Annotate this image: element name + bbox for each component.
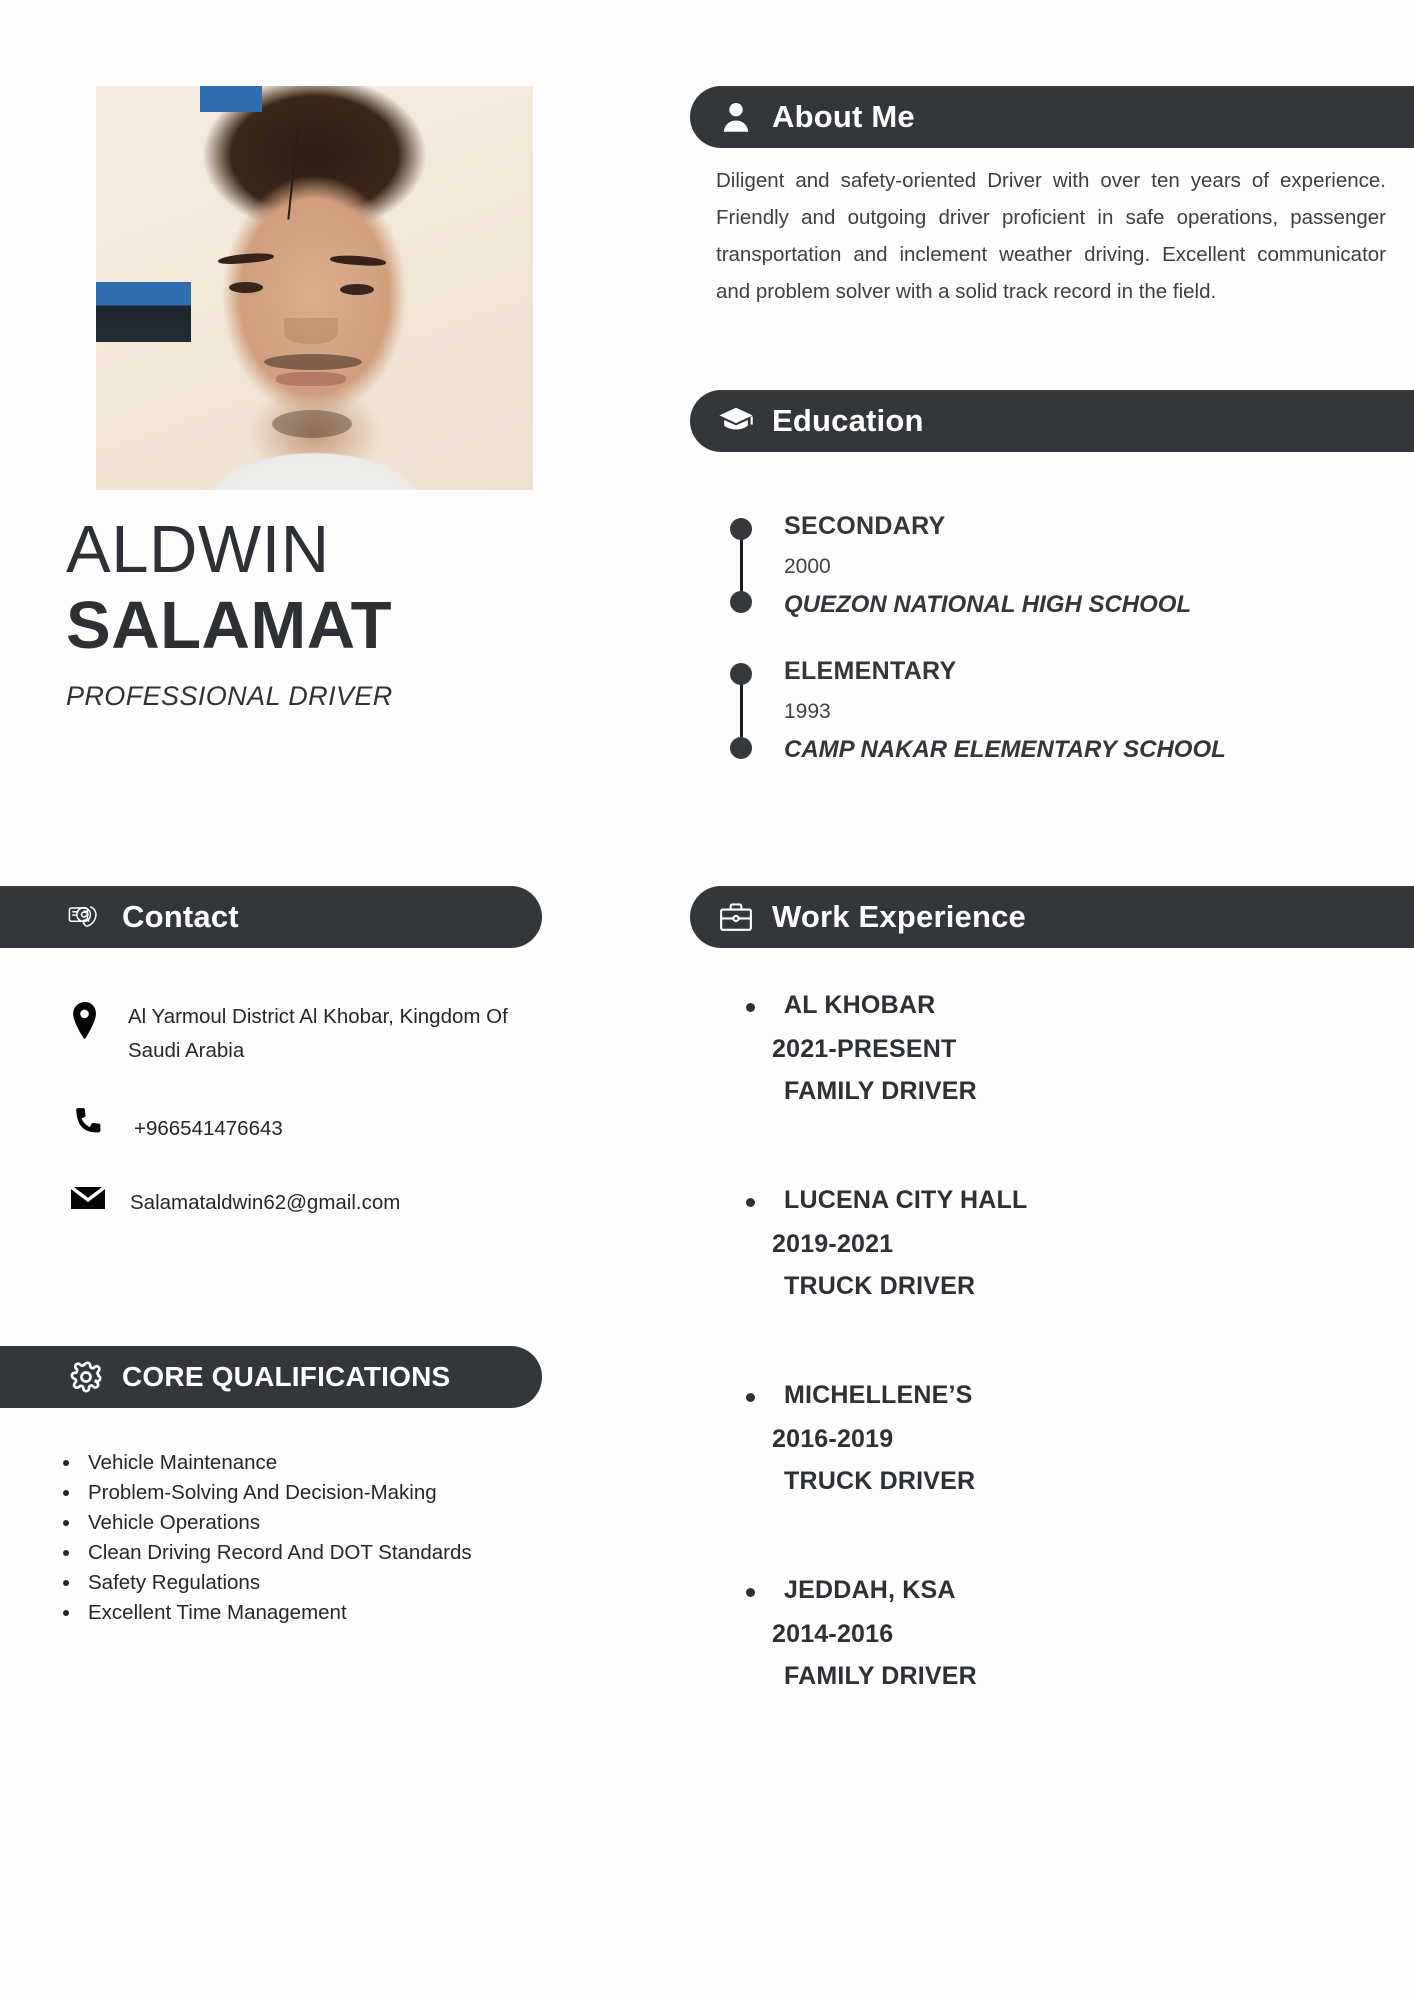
education-school: QUEZON NATIONAL HIGH SCHOOL bbox=[784, 590, 1192, 618]
about-text: Diligent and safety-oriented Driver with over ten years of experience. Friendly and outgoing driver proficient in safe operations, passenger transportation and inclement weather driving. Excellent communicator and problem solver with a solid track record in the field. bbox=[716, 169, 1386, 303]
contact-row-phone bbox=[70, 1104, 540, 1146]
contact-row-email bbox=[70, 1182, 540, 1220]
work-experience-entry bbox=[724, 1185, 1384, 1301]
name-block bbox=[66, 512, 536, 712]
education-entry bbox=[712, 655, 1402, 764]
core-qualifications-title: CORE QUALIFICATIONS bbox=[122, 1361, 451, 1392]
work-role: TRUCK DRIVER bbox=[784, 1467, 976, 1495]
contact-title: Contact bbox=[122, 899, 239, 934]
list-item: • Vehicle Maintenance bbox=[82, 1448, 552, 1478]
left-column bbox=[0, 0, 556, 2000]
work-experience-entry bbox=[724, 990, 1384, 1106]
bullet-icon bbox=[746, 1588, 755, 1597]
list-item: • Clean Driving Record And DOT Standards bbox=[82, 1538, 552, 1568]
timeline-dot-bottom bbox=[730, 591, 752, 613]
work-years: 2014-2016 bbox=[772, 1620, 894, 1648]
photo-goatee bbox=[272, 410, 352, 438]
education-section-header bbox=[690, 390, 1414, 452]
list-item: • Problem-Solving And Decision-Making bbox=[82, 1478, 552, 1508]
work-role: FAMILY DRIVER bbox=[784, 1077, 977, 1105]
timeline-dot-top bbox=[730, 518, 752, 540]
bullet-icon bbox=[746, 1003, 755, 1012]
work-role: FAMILY DRIVER bbox=[784, 1662, 977, 1690]
location-pin-icon bbox=[70, 1000, 128, 1040]
core-qualifications-list bbox=[52, 1448, 552, 1628]
contact-email-value: Salamataldwin62@gmail.com bbox=[130, 1191, 401, 1214]
contact-card-phone-icon bbox=[68, 899, 104, 935]
education-level: ELEMENTARY bbox=[784, 657, 957, 686]
photo-mouth bbox=[276, 372, 346, 386]
work-company: LUCENA CITY HALL bbox=[784, 1186, 1028, 1214]
bullet-icon bbox=[746, 1198, 755, 1207]
work-experience-entry bbox=[724, 1380, 1384, 1496]
timeline-dot-bottom bbox=[730, 737, 752, 759]
photo-hair-strand bbox=[287, 130, 298, 220]
education-school: CAMP NAKAR ELEMENTARY SCHOOL bbox=[784, 736, 1226, 764]
job-title: PROFESSIONAL DRIVER bbox=[66, 681, 393, 712]
work-experience-title: Work Experience bbox=[772, 899, 1026, 934]
about-section-header bbox=[690, 86, 1414, 148]
contact-section-header bbox=[0, 886, 542, 948]
photo-background-detail bbox=[200, 86, 262, 112]
photo-mustache bbox=[264, 354, 362, 370]
education-year: 1993 bbox=[784, 699, 831, 723]
timeline-rail bbox=[730, 518, 752, 613]
list-item: • Safety Regulations bbox=[82, 1568, 552, 1598]
photo-nose bbox=[284, 318, 338, 344]
gear-icon bbox=[68, 1359, 104, 1395]
contact-phone-value: +966541476643 bbox=[134, 1117, 283, 1140]
education-list bbox=[712, 510, 1402, 801]
profile-photo bbox=[96, 86, 533, 490]
envelope-icon bbox=[70, 1182, 128, 1212]
graduation-cap-icon bbox=[718, 403, 754, 439]
work-company: AL KHOBAR bbox=[784, 991, 936, 1019]
phone-icon bbox=[70, 1104, 128, 1140]
photo-background-detail-2 bbox=[96, 282, 191, 342]
education-title: Education bbox=[772, 403, 924, 438]
briefcase-icon bbox=[718, 899, 754, 935]
list-item: • Vehicle Operations bbox=[82, 1508, 552, 1538]
list-item: • Excellent Time Management bbox=[82, 1598, 552, 1628]
work-years: 2021-PRESENT bbox=[772, 1035, 957, 1063]
work-experience-section-header bbox=[690, 886, 1414, 948]
work-company: MICHELLENE’S bbox=[784, 1381, 973, 1409]
right-column bbox=[690, 0, 1414, 2000]
education-year: 2000 bbox=[784, 554, 831, 578]
work-years: 2016-2019 bbox=[772, 1425, 894, 1453]
photo-eyebrow-right bbox=[330, 254, 386, 267]
timeline-rail bbox=[730, 663, 752, 758]
contact-list bbox=[70, 1000, 540, 1256]
work-role: TRUCK DRIVER bbox=[784, 1272, 976, 1300]
education-level: SECONDARY bbox=[784, 512, 946, 540]
work-experience-entry bbox=[724, 1575, 1384, 1691]
photo-eyebrow-left bbox=[218, 252, 275, 266]
last-name: SALAMAT bbox=[66, 588, 393, 664]
contact-row-address bbox=[70, 1000, 540, 1068]
core-qualifications-header bbox=[0, 1346, 542, 1408]
about-title: About Me bbox=[772, 99, 915, 134]
contact-address-value: Al Yarmoul District Al Khobar, Kingdom Of Saudi Arabia bbox=[128, 1005, 508, 1062]
photo-eye-left bbox=[229, 282, 263, 293]
photo-eye-right bbox=[340, 284, 374, 295]
photo-image bbox=[96, 86, 533, 490]
education-entry bbox=[712, 510, 1402, 619]
work-company: JEDDAH, KSA bbox=[784, 1576, 956, 1604]
bullet-icon bbox=[746, 1393, 755, 1402]
work-experience-list bbox=[724, 990, 1384, 1770]
person-icon bbox=[718, 99, 754, 135]
work-years: 2019-2021 bbox=[772, 1230, 894, 1258]
timeline-dot-top bbox=[730, 663, 752, 685]
first-name: ALDWIN bbox=[66, 512, 330, 587]
